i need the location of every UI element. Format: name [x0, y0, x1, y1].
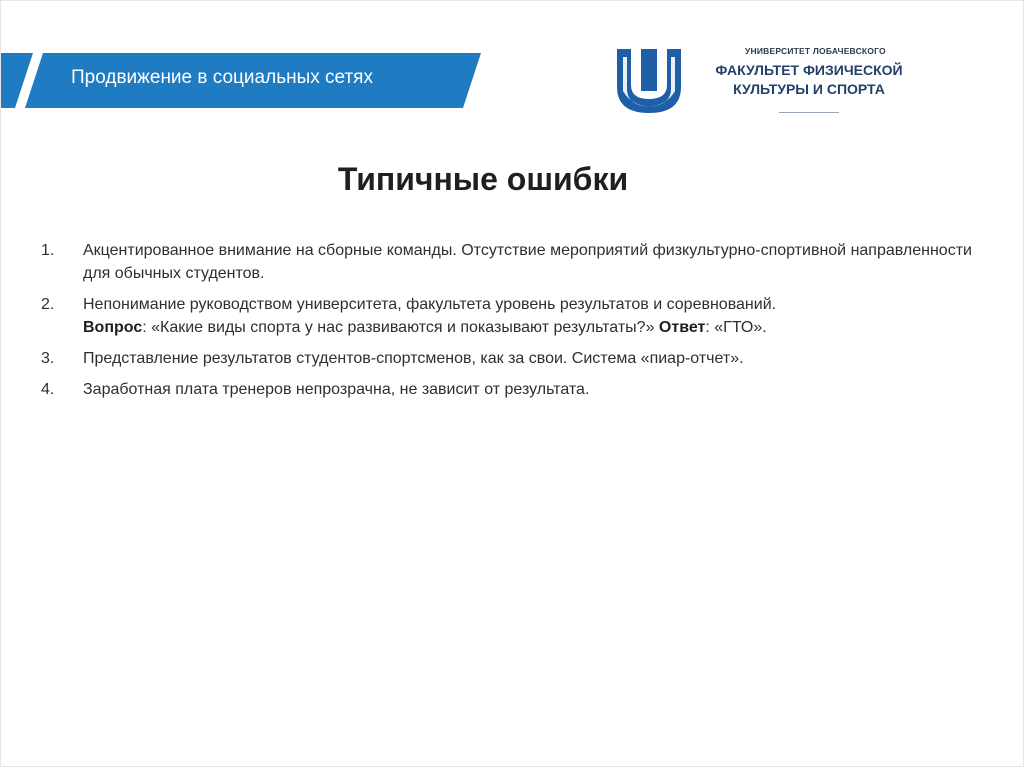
answer-label: Ответ: [658, 319, 706, 336]
header-banner-shape: [1, 1, 491, 111]
list-item-number: 4.: [41, 381, 55, 398]
list-item-text: Акцентированное внимание на сборные команды. Отсутствие мероприятий физкультурно-спортивной направленности для обычных студентов.: [83, 242, 972, 282]
answer-text: : «ГТО».: [705, 319, 767, 336]
logo-faculty-line: ФАКУЛЬТЕТ ФИЗИЧЕСКОЙ КУЛЬТУРЫ И СПОРТА: [715, 62, 903, 97]
faculty-logo: [613, 45, 933, 117]
university-u-logo-icon: [613, 45, 685, 117]
question-text: : «Какие виды спорта у нас развиваются и показывают результаты?»: [142, 319, 659, 336]
list-item-number: 2.: [41, 296, 55, 313]
list-item-number: 1.: [41, 242, 55, 259]
list-item: [41, 347, 981, 370]
logo-university-line: УНИВЕРСИТЕТ ЛОБАЧЕВСКОГО: [745, 46, 886, 56]
list-item-text: Представление результатов студентов-спортсменов, как за свои. Система «пиар-отчет».: [83, 350, 744, 367]
page-title: Типичные ошибки: [337, 161, 629, 197]
logo-divider: [779, 112, 839, 113]
header-title: Продвижение в социальных сетях: [71, 67, 373, 88]
list-item-main-text: Непонимание руководством университета, факультета уровень результатов и соревнований.: [83, 296, 777, 313]
list-item-number: 3.: [41, 350, 55, 367]
list-item-text: [83, 296, 776, 336]
list-item: [41, 378, 981, 401]
list-item: [41, 239, 981, 285]
list-item: [41, 293, 981, 339]
question-label: Вопрос: [83, 319, 143, 336]
list-item-text: Заработная плата тренеров непрозрачна, не зависит от результата.: [83, 381, 590, 398]
header-banner: [1, 1, 491, 111]
mistakes-list: [41, 239, 981, 409]
